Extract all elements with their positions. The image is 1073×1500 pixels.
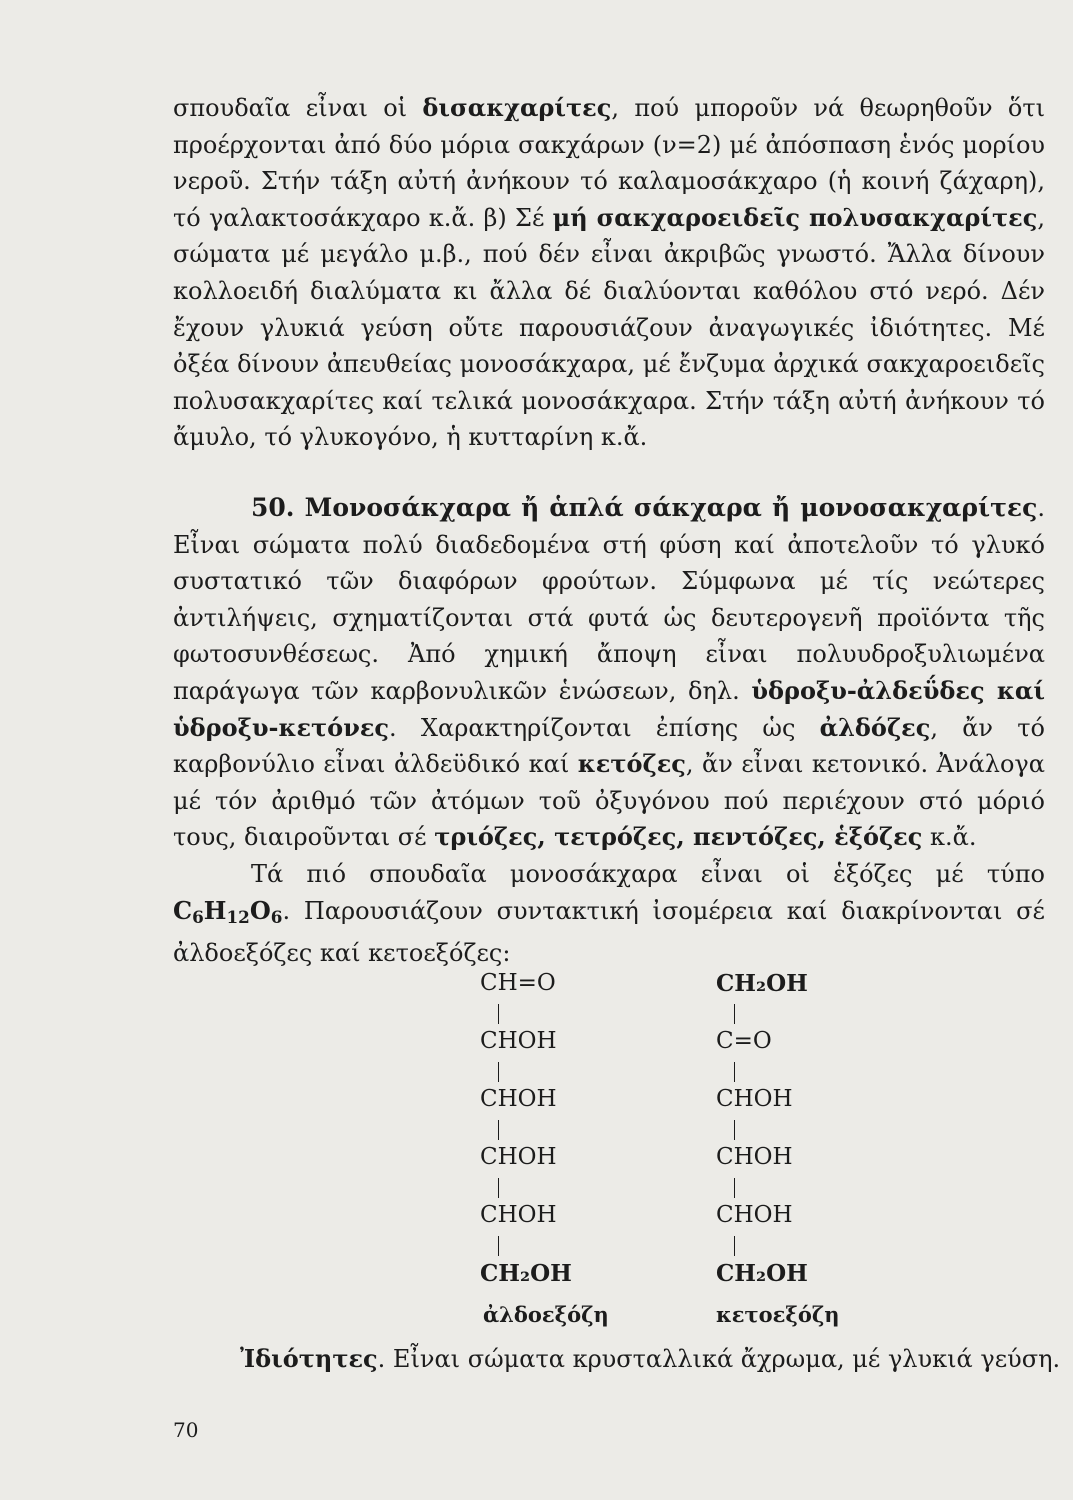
text-run: Τά πιό σπουδαῖα μονοσάκχαρα εἶναι οἱ ἑξόζες μέ τύπο <box>251 860 1045 888</box>
paragraph-disaccharides <box>173 90 1045 456</box>
chain-group: CHOH <box>480 1028 557 1054</box>
chain-group: CHOH <box>716 1144 793 1170</box>
section-heading: 50. Μονοσάκχαρα ἤ ἁπλά σάκχαρα ἤ μονοσακχαρίτες <box>251 493 1038 522</box>
text-run: , σώματα μέ μεγάλο μ.β., πού δέν εἶναι ἀκριβῶς γνωστό. Ἄλλα δίνουν κολλοειδή διαλύματα κι ἄλλα δέ διαλύονται καθόλου στό νερό. Δέν ἔχουν γλυκιά γεύση οὔτε παρουσιάζουν ἀναγωγικές ἰδιότητες. Μέ ὀξέα δίνουν ἀπευθείας μονοσάκχαρα, μέ ἔνζυμα ἀρχικά σακχαροειδεῖς πολυσακχαρίτες καί τελικά μονοσάκχαρα. Στήν τάξη αὐτή ἀνήκουν τό ἄμυλο, τό γλυκογόνο, ἡ κυτταρίνη κ.ἄ. <box>173 203 1045 452</box>
bond-line <box>498 1178 499 1198</box>
chain-group: C=O <box>716 1028 772 1054</box>
page-number: 70 <box>173 1418 199 1442</box>
bond-line <box>734 1062 735 1082</box>
aldohexose-label: ἀλδοεξόζη <box>483 1302 609 1327</box>
term-disaccharides: δισακχαρίτες <box>422 93 612 122</box>
properties-line <box>240 1344 1060 1373</box>
bond-line <box>498 1236 499 1256</box>
ketohexose-label: κετοεξόζη <box>716 1302 840 1327</box>
chain-group: CH₂OH <box>480 1260 572 1287</box>
chain-group: CHOH <box>716 1202 793 1228</box>
term-trioses-hexoses: τριόζες, τετρόζες, πεντόζες, ἑξόζες <box>434 822 923 852</box>
chain-group: CH₂OH <box>716 970 808 997</box>
chain-group: CH=O <box>480 970 556 996</box>
term-hydroxy-aldehydes-ketones: ὑδροξυ-ἀλδεΰδες καί ὑδροξυ-κετόνες <box>173 675 1045 742</box>
bond-line <box>498 1062 499 1082</box>
paragraph-hexoses <box>173 856 1045 972</box>
bond-line <box>498 1120 499 1140</box>
structural-formulas <box>480 970 900 1340</box>
bond-line <box>734 1178 735 1198</box>
chain-group: CHOH <box>480 1144 557 1170</box>
text-run: , ἄν τό καρβονύλιο εἶναι ἀλδεϋδικό καί <box>173 713 1045 779</box>
bond-line <box>734 1120 735 1140</box>
chain-group: CHOH <box>716 1086 793 1112</box>
term-ketoses: κετόζες <box>577 749 686 779</box>
term-non-saccharoid-polysaccharides: μή σακχαροειδεῖς πολυσακχαρίτες <box>552 202 1038 232</box>
text-run: κ.ἄ. <box>922 823 977 852</box>
chain-group: CHOH <box>480 1086 557 1112</box>
bond-line <box>498 1004 499 1024</box>
molecular-formula: $C_6H_{12}O_6$ <box>173 895 283 927</box>
properties-heading: Ἰδιότητες <box>240 1344 378 1373</box>
chain-group: CH₂OH <box>716 1260 808 1287</box>
paragraph-monosaccharides <box>173 490 1045 856</box>
text-run: . Παρουσιάζουν συντακτική ἰσομέρεια καί διακρίνονται σέ ἀλδοεξόζες καί κετοεξόζες: <box>173 896 1045 968</box>
text-run: . Χαρακτηρίζονται ἐπίσης ὡς <box>389 713 820 742</box>
text-run: σπουδαῖα εἶναι οἱ <box>173 94 423 122</box>
text-run: , ἄν εἶναι κετονικό. Ἀνάλογα μέ τόν ἀριθμό τῶν ἀτόμων τοῦ ὀξυγόνου πού περιέχουν στό μόριό τους, διαιροῦνται σέ <box>173 750 1045 852</box>
text-run: . Εἶναι σώματα κρυσταλλικά ἄχρωμα, μέ γλυκιά γεύση. <box>377 1345 1061 1373</box>
term-aldoses: ἀλδόζες <box>819 712 931 742</box>
bond-line <box>734 1004 735 1024</box>
bond-line <box>734 1236 735 1256</box>
text-run: , πού μποροῦν νά θεωρηθοῦν ὅτι προέρχονται ἀπό δύο μόρια σακχάρων (ν=2) μέ ἀπόσπαση ἑνός μορίου νεροῦ. Στήν τάξη αὐτή ἀνήκουν τό καλαμοσάκχαρο (ἡ κοινή ζάχαρη), τό γαλακτοσάκχαρο κ.ἄ. β) Σέ <box>173 94 1046 232</box>
chain-group: CHOH <box>480 1202 557 1228</box>
text-run: . Εἶναι σώματα πολύ διαδεδομένα στή φύση καί ἀποτελοῦν τό γλυκό συστατικό τῶν διαφόρων φρούτων. Σύμφωνα μέ τίς νεώτερες ἀντιλήψεις, σχηματίζονται στά φυτά ὡς δευτερογενῆ προϊόντα τῆς φωτοσυνθέσεως. Ἀπό χημική ἄποψη εἶναι πολυυδροξυλιωμένα παράγωγα τῶν καρβονυλικῶν ἑνώσεων, δηλ. <box>173 494 1045 705</box>
